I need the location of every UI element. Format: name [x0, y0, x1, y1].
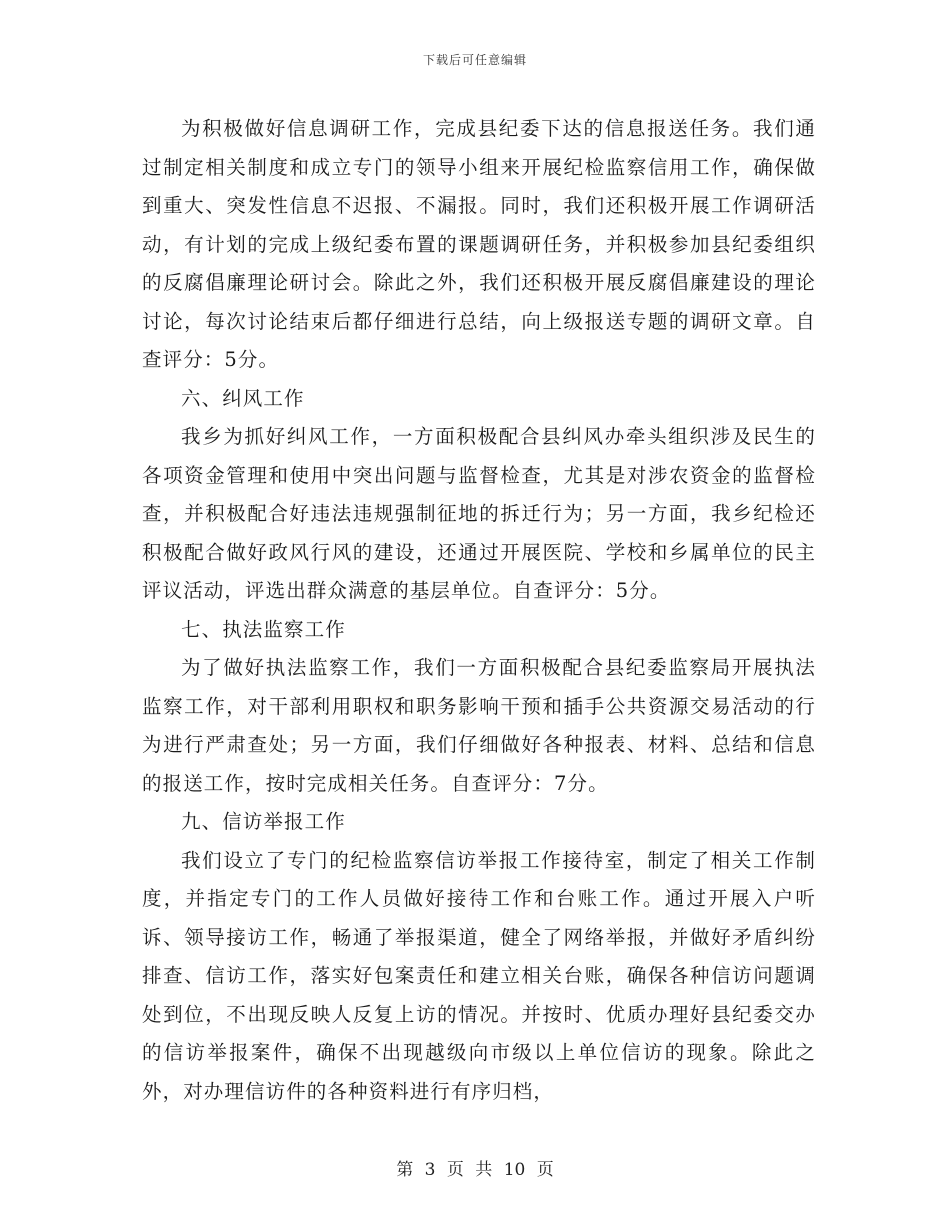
- total-word: 页: [536, 1160, 554, 1180]
- paragraph-style-rectification: 我乡为抓好纠风工作，一方面积极配合县纠风办牵头组织涉及民生的各项资金管理和使用中突出问题与监督检查，尤其是对涉农资金的监督检查，并积极配合好违法违规强制征地的拆迁行为；另一方面，我乡纪检还积极配合做好政风行风的建设，还通过开展医院、学校和乡属单位的民主评议活动，评选出群众满意的基层单位。自查评分：5分。: [142, 425, 816, 602]
- section-heading-9: 九、信访举报工作: [181, 810, 346, 833]
- page-footer: [0, 1155, 950, 1180]
- paragraph-petitions: 我们设立了专门的纪检监察信访举报工作接待室，制定了相关工作制度，并指定专门的工作人员做好接待工作和台账工作。通过开展入户听诉、领导接访工作，畅通了举报渠道，健全了网络举报，并做好矛盾纠纷排查、信访工作，落实好包案责任和建立相关台账，确保各种信访问题调处到位，不出现反映人反复上访的情况。并按时、优质办理好县纪委交办的信访举报案件，确保不出现越级向市级以上单位信访的现象。除此之外，对办理信访件的各种资料进行有序归档，: [142, 848, 816, 1103]
- page-label: 第: [396, 1160, 414, 1180]
- paragraph-law-enforcement: 为了做好执法监察工作，我们一方面积极配合县纪委监察局开展执法监察工作，对干部利用职权和职务影响干预和插手公共资源交易活动的行为进行严肃查处；另一方面，我们仔细做好各种报表、材料、总结和信息的报送工作，按时完成相关任务。自查评分：7分。: [142, 656, 816, 795]
- header-note: 下载后可任意编辑: [422, 53, 527, 67]
- paragraph-info-research: 为积极做好信息调研工作，完成县纪委下达的信息报送任务。我们通过制定相关制度和成立专门的领导小组来开展纪检监察信用工作，确保做到重大、突发性信息不迟报、不漏报。同时，我们还积极开展工作调研活动，有计划的完成上级纪委布置的课题调研任务，并积极参加县纪委组织的反腐倡廉理论研讨会。除此之外，我们还积极开展反腐倡廉建设的理论讨论，每次讨论结束后都仔细进行总结，向上级报送专题的调研文章。自查评分：5分。: [142, 117, 816, 371]
- page-header: [0, 51, 950, 68]
- section-heading-7: 七、执法监察工作: [181, 617, 346, 641]
- page-current: 3: [424, 1160, 436, 1180]
- document-body: [142, 110, 816, 1111]
- page-word: 页: [446, 1160, 464, 1180]
- section-heading-6: 六、纠风工作: [181, 386, 305, 410]
- total-label: 共: [475, 1160, 493, 1180]
- page-total: 10: [503, 1160, 526, 1180]
